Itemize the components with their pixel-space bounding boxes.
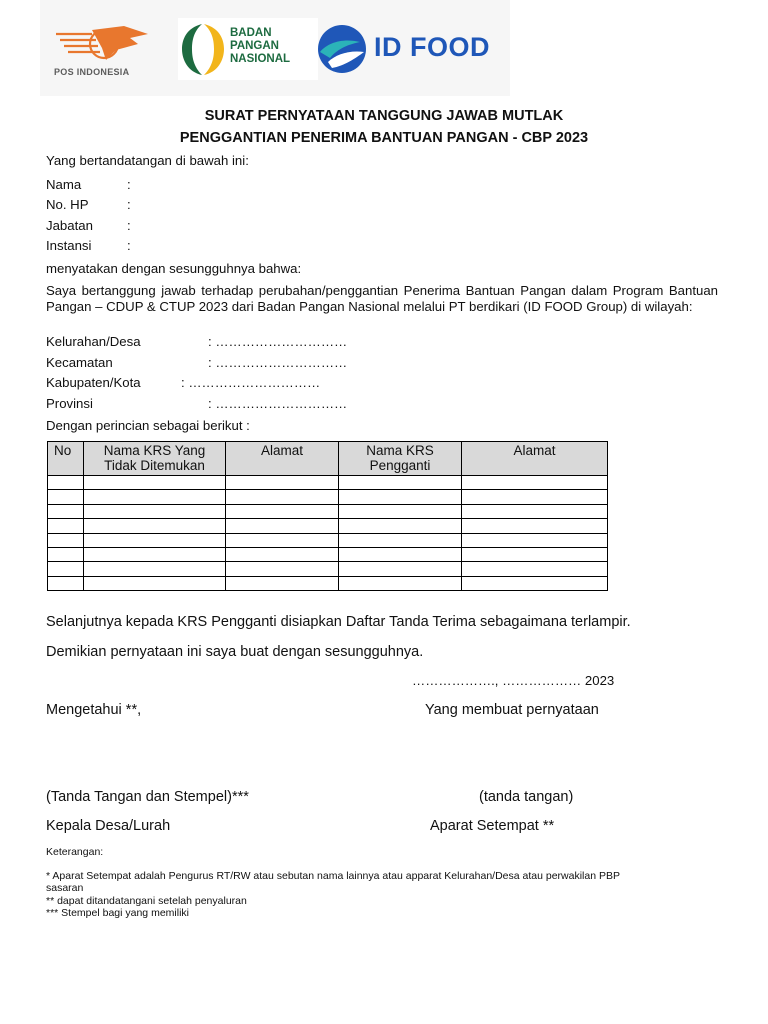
para-demikian: Demikian pernyataan ini saya buat dengan sesungguhnya. (46, 644, 424, 660)
bpn-wordmark (230, 27, 290, 66)
table-cell (48, 547, 84, 561)
declare-text: menyatakan dengan sesungguhnya bahwa: (46, 261, 302, 276)
table-row (48, 476, 608, 490)
id-food-logo (314, 22, 504, 76)
table-row (48, 519, 608, 533)
para-daftar-tanda-terima: Selanjutnya kepada KRS Pengganti disiapkan Daftar Tanda Terima sebagaimana terlampir. (46, 614, 631, 630)
left-sign-role: Kepala Desa/Lurah (46, 818, 171, 834)
bpn-line-1: BADAN (230, 27, 272, 39)
field-label-nama: Nama (46, 177, 82, 192)
col-header-no: No (48, 442, 84, 476)
id-food-wordmark: ID FOOD (374, 32, 490, 62)
col-header-alamat-2: Alamat (462, 442, 608, 476)
table-cell (462, 576, 608, 590)
pos-bird-icon (52, 20, 162, 66)
table-row (48, 547, 608, 561)
id-food-globe-icon (314, 22, 370, 76)
col-header-pengganti-line-2: Pengganti (369, 458, 431, 473)
table-cell (48, 562, 84, 576)
table-cell (226, 533, 339, 547)
krs-table-header-row (48, 442, 608, 476)
table-cell (462, 504, 608, 518)
table-cell (84, 490, 226, 504)
table-cell (226, 504, 339, 518)
region-label-kabupaten: Kabupaten/Kota (46, 375, 141, 390)
table-row (48, 576, 608, 590)
col-header-alamat-1: Alamat (226, 442, 339, 476)
bpn-line-2: PANGAN (230, 40, 279, 52)
table-cell (462, 519, 608, 533)
col-header-nama-krs-line-2: Tidak Ditemukan (104, 458, 205, 473)
table-row (48, 504, 608, 518)
table-cell (226, 490, 339, 504)
pos-indonesia-logo (52, 20, 162, 86)
table-cell (226, 519, 339, 533)
table-cell (84, 562, 226, 576)
table-cell (462, 490, 608, 504)
field-label-instansi: Instansi (46, 238, 92, 253)
table-row (48, 562, 608, 576)
region-label-kelurahan: Kelurahan/Desa (46, 334, 141, 349)
statement-paragraph: Saya bertanggung jawab terhadap perubahan/penggantian Penerima Bantuan Pangan dalam Program Bantuan Pangan – CDUP & CTUP 2023 dari Badan Pangan Nasional melalui PT berdikari (ID FOOD Group) di wilayah: (46, 283, 718, 314)
field-sep-jabatan: : (127, 218, 131, 233)
table-cell (339, 476, 462, 490)
field-label-no-hp: No. HP (46, 197, 89, 212)
bpn-emblem-icon (178, 18, 228, 80)
note-item-3: *** Stempel bagi yang memiliki (46, 907, 189, 919)
table-cell (48, 576, 84, 590)
table-cell (462, 476, 608, 490)
table-cell (462, 533, 608, 547)
table-cell (48, 533, 84, 547)
table-cell (226, 547, 339, 561)
pos-indonesia-label: POS INDONESIA (54, 67, 130, 77)
table-cell (339, 504, 462, 518)
table-row (48, 533, 608, 547)
bpn-line-3: NASIONAL (230, 53, 291, 65)
region-label-kecamatan: Kecamatan (46, 355, 113, 370)
table-cell (226, 562, 339, 576)
note-item-2: ** dapat ditandatangani setelah penyaluran (46, 895, 247, 907)
table-cell (48, 490, 84, 504)
left-sign-placeholder: (Tanda Tangan dan Stempel)*** (46, 789, 249, 805)
table-cell (339, 519, 462, 533)
table-cell (84, 533, 226, 547)
table-cell (339, 576, 462, 590)
field-sep-instansi: : (127, 238, 131, 253)
krs-table (47, 441, 608, 591)
region-value-kecamatan: : ………………………… (208, 355, 348, 370)
intro-text: Yang bertandatangan di bawah ini: (46, 153, 249, 168)
table-cell (84, 576, 226, 590)
col-header-nama-krs-tidak-ditemukan (84, 442, 226, 476)
field-sep-no-hp: : (127, 197, 131, 212)
details-intro: Dengan perincian sebagai berikut : (46, 418, 250, 433)
field-label-jabatan: Jabatan (46, 218, 93, 233)
date-line: ………………., ……………… 2023 (412, 673, 615, 688)
table-cell (339, 490, 462, 504)
notes-heading: Keterangan: (46, 846, 104, 858)
table-cell (48, 504, 84, 518)
badan-pangan-nasional-logo (178, 18, 318, 80)
col-header-nama-krs-line-1: Nama KRS Yang (103, 443, 206, 458)
right-sign-placeholder: (tanda tangan) (479, 789, 574, 805)
title-line-2: PENGGANTIAN PENERIMA BANTUAN PANGAN - CBP 2023 (179, 130, 589, 146)
table-row (48, 490, 608, 504)
left-sign-heading: Mengetahui **, (46, 702, 142, 718)
table-cell (48, 519, 84, 533)
krs-table-body (48, 476, 608, 591)
region-value-provinsi: : ………………………… (208, 396, 348, 411)
table-cell (84, 476, 226, 490)
right-sign-heading: Yang membuat pernyataan (425, 702, 599, 718)
table-cell (339, 562, 462, 576)
title-line-1: SURAT PERNYATAAN TANGGUNG JAWAB MUTLAK (204, 108, 564, 124)
region-value-kelurahan: : ………………………… (208, 334, 348, 349)
table-cell (339, 547, 462, 561)
table-cell (462, 547, 608, 561)
table-cell (462, 562, 608, 576)
table-cell (84, 504, 226, 518)
col-header-nama-krs-pengganti (339, 442, 462, 476)
table-cell (84, 547, 226, 561)
table-cell (84, 519, 226, 533)
right-sign-role: Aparat Setempat ** (430, 818, 555, 834)
col-header-pengganti-line-1: Nama KRS (366, 443, 434, 458)
region-label-provinsi: Provinsi (46, 396, 93, 411)
table-cell (226, 576, 339, 590)
logo-band (40, 0, 510, 96)
table-cell (48, 476, 84, 490)
table-cell (339, 533, 462, 547)
note-item-1: * Aparat Setempat adalah Pengurus RT/RW atau sebutan nama lainnya atau apparat Kelurahan/Desa atau perwakilan PBP (46, 870, 620, 882)
field-sep-nama: : (127, 177, 131, 192)
note-item-1-cont: sasaran (46, 882, 84, 894)
region-value-kabupaten: : ………………………… (181, 375, 321, 390)
table-cell (226, 476, 339, 490)
